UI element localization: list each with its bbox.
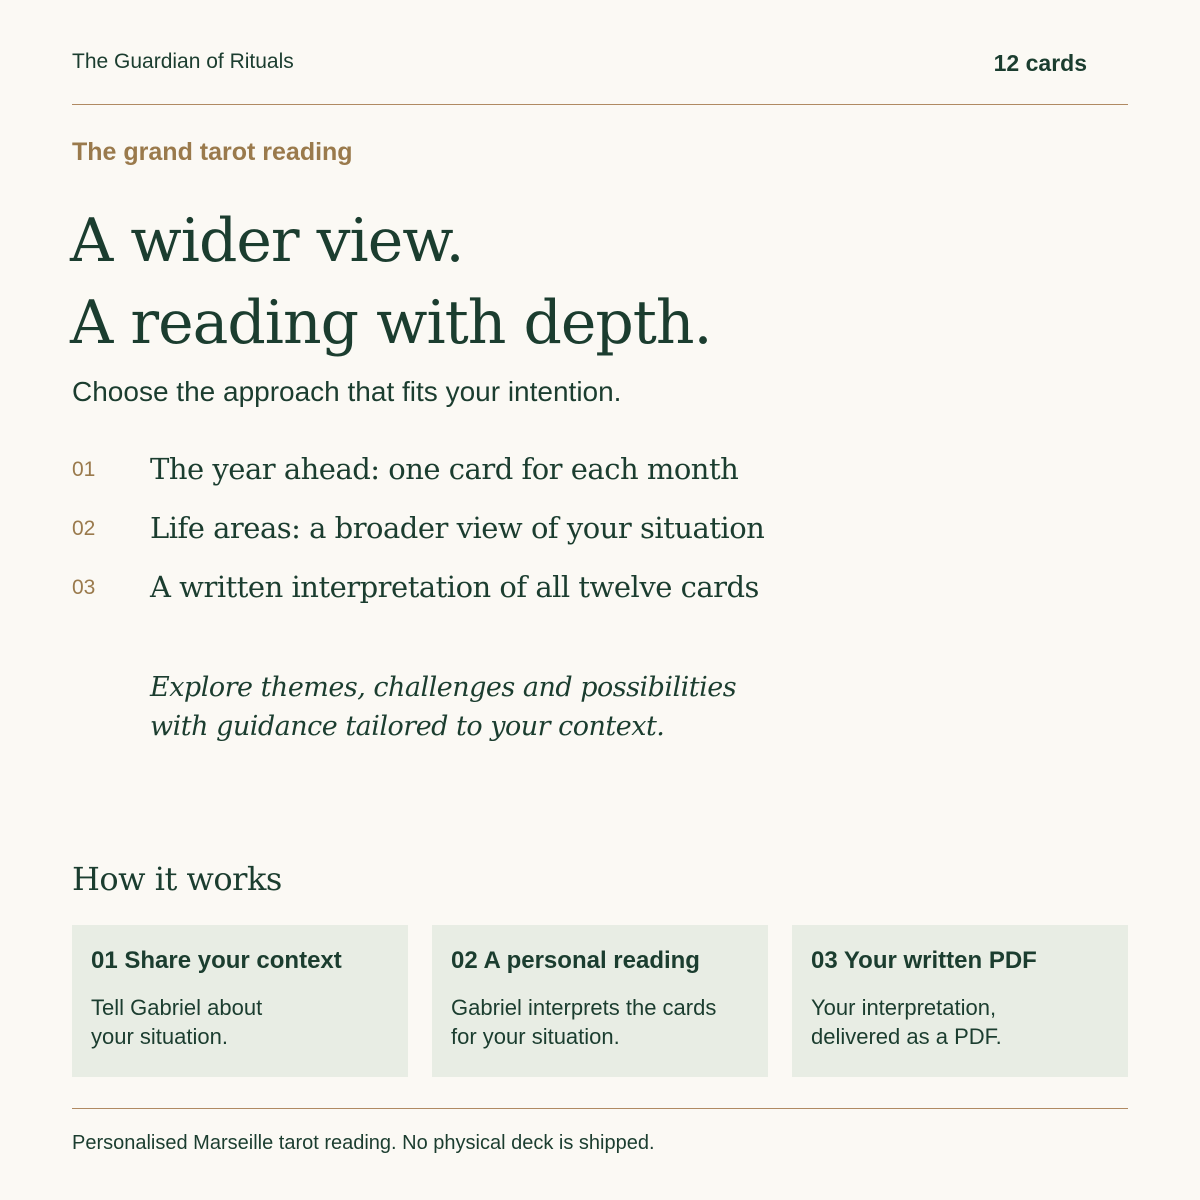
option-text: Life areas: a broader view of your situation	[150, 511, 765, 545]
option-text: The year ahead: one card for each month	[150, 452, 739, 486]
step-text-line: your situation.	[91, 1024, 228, 1049]
step-card	[72, 925, 408, 1077]
step-text-line: Tell Gabriel about	[91, 995, 263, 1020]
headline-line: A wider view.	[70, 206, 464, 276]
step-text-line: delivered as a PDF.	[811, 1024, 1002, 1049]
how-it-works-title: How it works	[72, 860, 282, 898]
steps-row	[72, 925, 1128, 1077]
card-count: 12 cards	[993, 50, 1087, 76]
step-description	[811, 993, 1109, 1051]
step-title: 02 A personal reading	[451, 947, 700, 974]
bottom-divider	[72, 1108, 1128, 1109]
top-divider	[72, 104, 1128, 105]
step-description	[451, 993, 749, 1051]
option-number: 01	[72, 458, 96, 481]
italic-note	[150, 668, 736, 746]
step-title: 03 Your written PDF	[811, 947, 1037, 974]
step-text-line: Your interpretation,	[811, 995, 997, 1020]
footer-disclaimer: Personalised Marseille tarot reading. No physical deck is shipped.	[72, 1132, 655, 1154]
note-line: with guidance tailored to your context.	[150, 711, 665, 742]
note-line: Explore themes, challenges and possibilities	[150, 672, 737, 703]
step-text-line: for your situation.	[451, 1024, 620, 1049]
step-description	[91, 993, 389, 1051]
option-number: 03	[72, 576, 96, 599]
headline	[70, 200, 712, 364]
step-card	[432, 925, 768, 1077]
step-text-line: Gabriel interprets the cards	[451, 995, 717, 1020]
eyebrow-title: The grand tarot reading	[72, 138, 353, 166]
brand-name: The Guardian of Rituals	[72, 50, 294, 73]
option-text: A written interpretation of all twelve cards	[150, 570, 759, 604]
subheading: Choose the approach that fits your intention.	[72, 376, 622, 407]
headline-line: A reading with depth.	[70, 288, 712, 358]
step-title: 01 Share your context	[91, 947, 342, 974]
option-number: 02	[72, 517, 96, 540]
step-card	[792, 925, 1128, 1077]
